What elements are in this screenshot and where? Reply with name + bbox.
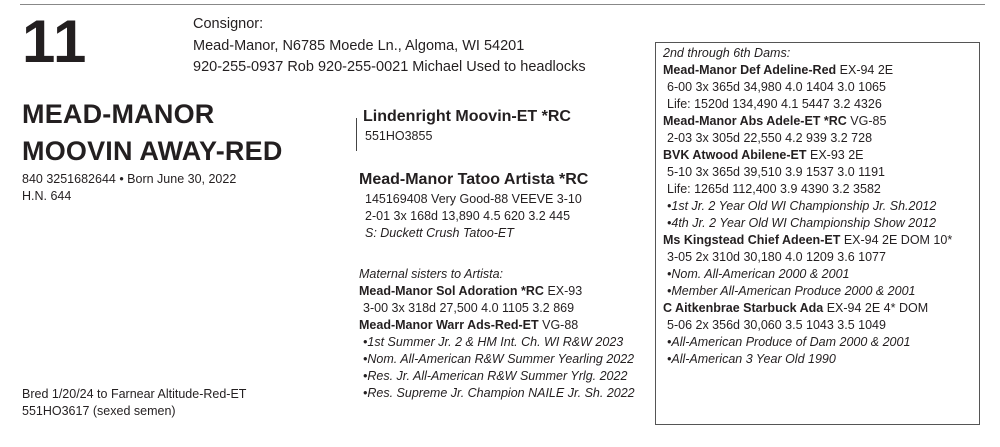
dam3-record: 2-03 3x 305d 22,550 4.2 939 3.2 728 — [667, 131, 873, 145]
dam4-award: •1st Jr. 2 Year Old WI Championship Jr. Sh.2012 — [667, 199, 937, 213]
animal-name-line1: MEAD-MANOR — [22, 99, 215, 129]
dam4-award: •4th Jr. 2 Year Old WI Championship Show 2012 — [667, 216, 937, 230]
sister1-header — [359, 283, 635, 300]
sister2-name: Mead-Manor Warr Ads-Red-ET — [359, 318, 539, 332]
dams-box — [655, 42, 980, 425]
pedigree-bracket — [356, 118, 357, 151]
bred-line1: Bred 1/20/24 to Farnear Altitude-Red-ET — [22, 387, 247, 401]
dam2-name: Mead-Manor Def Adeline-Red — [663, 63, 837, 77]
animal-name-line2: MOOVIN AWAY-RED — [22, 136, 283, 166]
dam-record: 2-01 3x 168d 13,890 4.5 620 3.2 445 — [365, 209, 571, 223]
dam3-score: VG-85 — [846, 114, 887, 128]
dam5-record: 3-05 2x 310d 30,180 4.0 1209 3.6 1077 — [667, 250, 886, 264]
sister1-record: 3-00 3x 318d 27,500 4.0 1105 3.2 869 — [363, 301, 575, 315]
animal-name — [22, 96, 283, 170]
maternal-sisters — [359, 266, 635, 402]
dam2-lifetime: Life: 1520d 134,490 4.1 5447 3.2 4326 — [667, 97, 882, 111]
lot-number: 11 — [22, 8, 88, 75]
consignor-phones: 920-255-0937 Rob 920-255-0021 Michael Used to headlocks — [193, 59, 586, 75]
dam2-header — [663, 62, 979, 79]
dam-name: Mead-Manor Tatoo Artista *RC — [359, 171, 589, 188]
sister2-award: •1st Summer Jr. 2 & HM Int. Ch. WI R&W 2023 — [363, 335, 624, 349]
dam6-record: 5-06 2x 356d 30,060 3.5 1043 3.5 1049 — [667, 318, 886, 332]
animal-id-birth: 840 3251682644 • Born June 30, 2022 — [22, 172, 237, 186]
consignor-block — [193, 14, 586, 79]
dam3-name: Mead-Manor Abs Adele-ET *RC — [663, 114, 847, 128]
sister1-name: Mead-Manor Sol Adoration *RC — [359, 284, 544, 298]
animal-ids — [22, 171, 236, 205]
dam-sire: S: Duckett Crush Tatoo-ET — [365, 226, 514, 240]
dam6-name: C Aitkenbrae Starbuck Ada — [663, 301, 824, 315]
dam6-score: EX-94 2E 4* DOM — [823, 301, 929, 315]
sister2-award: •Res. Supreme Jr. Champion NAILE Jr. Sh. 2022 — [363, 386, 635, 400]
dam5-name: Ms Kingstead Chief Adeen-ET — [663, 233, 841, 247]
maternal-sisters-heading: Maternal sisters to Artista: — [359, 267, 504, 281]
dam5-award: •Nom. All-American 2000 & 2001 — [667, 267, 850, 281]
top-rule — [20, 4, 985, 5]
sister2-header — [359, 317, 635, 334]
sire-code: 551HO3855 — [365, 129, 433, 143]
dam6-award: •All-American Produce of Dam 2000 & 2001 — [667, 335, 911, 349]
dam4-name: BVK Atwood Abilene-ET — [663, 148, 807, 162]
sister2-award: •Nom. All-American R&W Summer Yearling 2022 — [363, 352, 635, 366]
dam5-score: EX-94 2E DOM 10* — [840, 233, 953, 247]
dam2-record: 6-00 3x 365d 34,980 4.0 1404 3.0 1065 — [667, 80, 886, 94]
consignor-label: Consignor: — [193, 16, 264, 32]
sister2-score: VG-88 — [538, 318, 579, 332]
dam5-award: •Member All-American Produce 2000 & 2001 — [667, 284, 916, 298]
dam4-header — [663, 147, 979, 164]
animal-hn: H.N. 644 — [22, 189, 72, 203]
bred-line2: 551HO3617 (sexed semen) — [22, 404, 176, 418]
bred-info — [22, 386, 246, 420]
dam5-header — [663, 232, 979, 249]
sire-block — [363, 106, 571, 145]
sire-name: Lindenright Moovin-ET *RC — [363, 108, 571, 125]
dam-block — [359, 169, 588, 242]
dam6-award: •All-American 3 Year Old 1990 — [667, 352, 836, 366]
dam-id-score: 145169408 Very Good-88 VEEVE 3-10 — [365, 192, 582, 206]
dam4-record: 5-10 3x 365d 39,510 3.9 1537 3.0 1191 — [667, 165, 886, 179]
dam4-score: EX-93 2E — [806, 148, 864, 162]
dam6-header — [663, 300, 979, 317]
dam4-lifetime: Life: 1265d 112,400 3.9 4390 3.2 3582 — [667, 182, 881, 196]
dams-heading: 2nd through 6th Dams: — [663, 46, 791, 60]
sister2-award: •Res. Jr. All-American R&W Summer Yrlg. 2022 — [363, 369, 628, 383]
dam2-score: EX-94 2E — [836, 63, 894, 77]
dam3-header — [663, 113, 979, 130]
sister1-score: EX-93 — [543, 284, 583, 298]
consignor-address: Mead-Manor, N6785 Moede Ln., Algoma, WI 54201 — [193, 37, 525, 54]
